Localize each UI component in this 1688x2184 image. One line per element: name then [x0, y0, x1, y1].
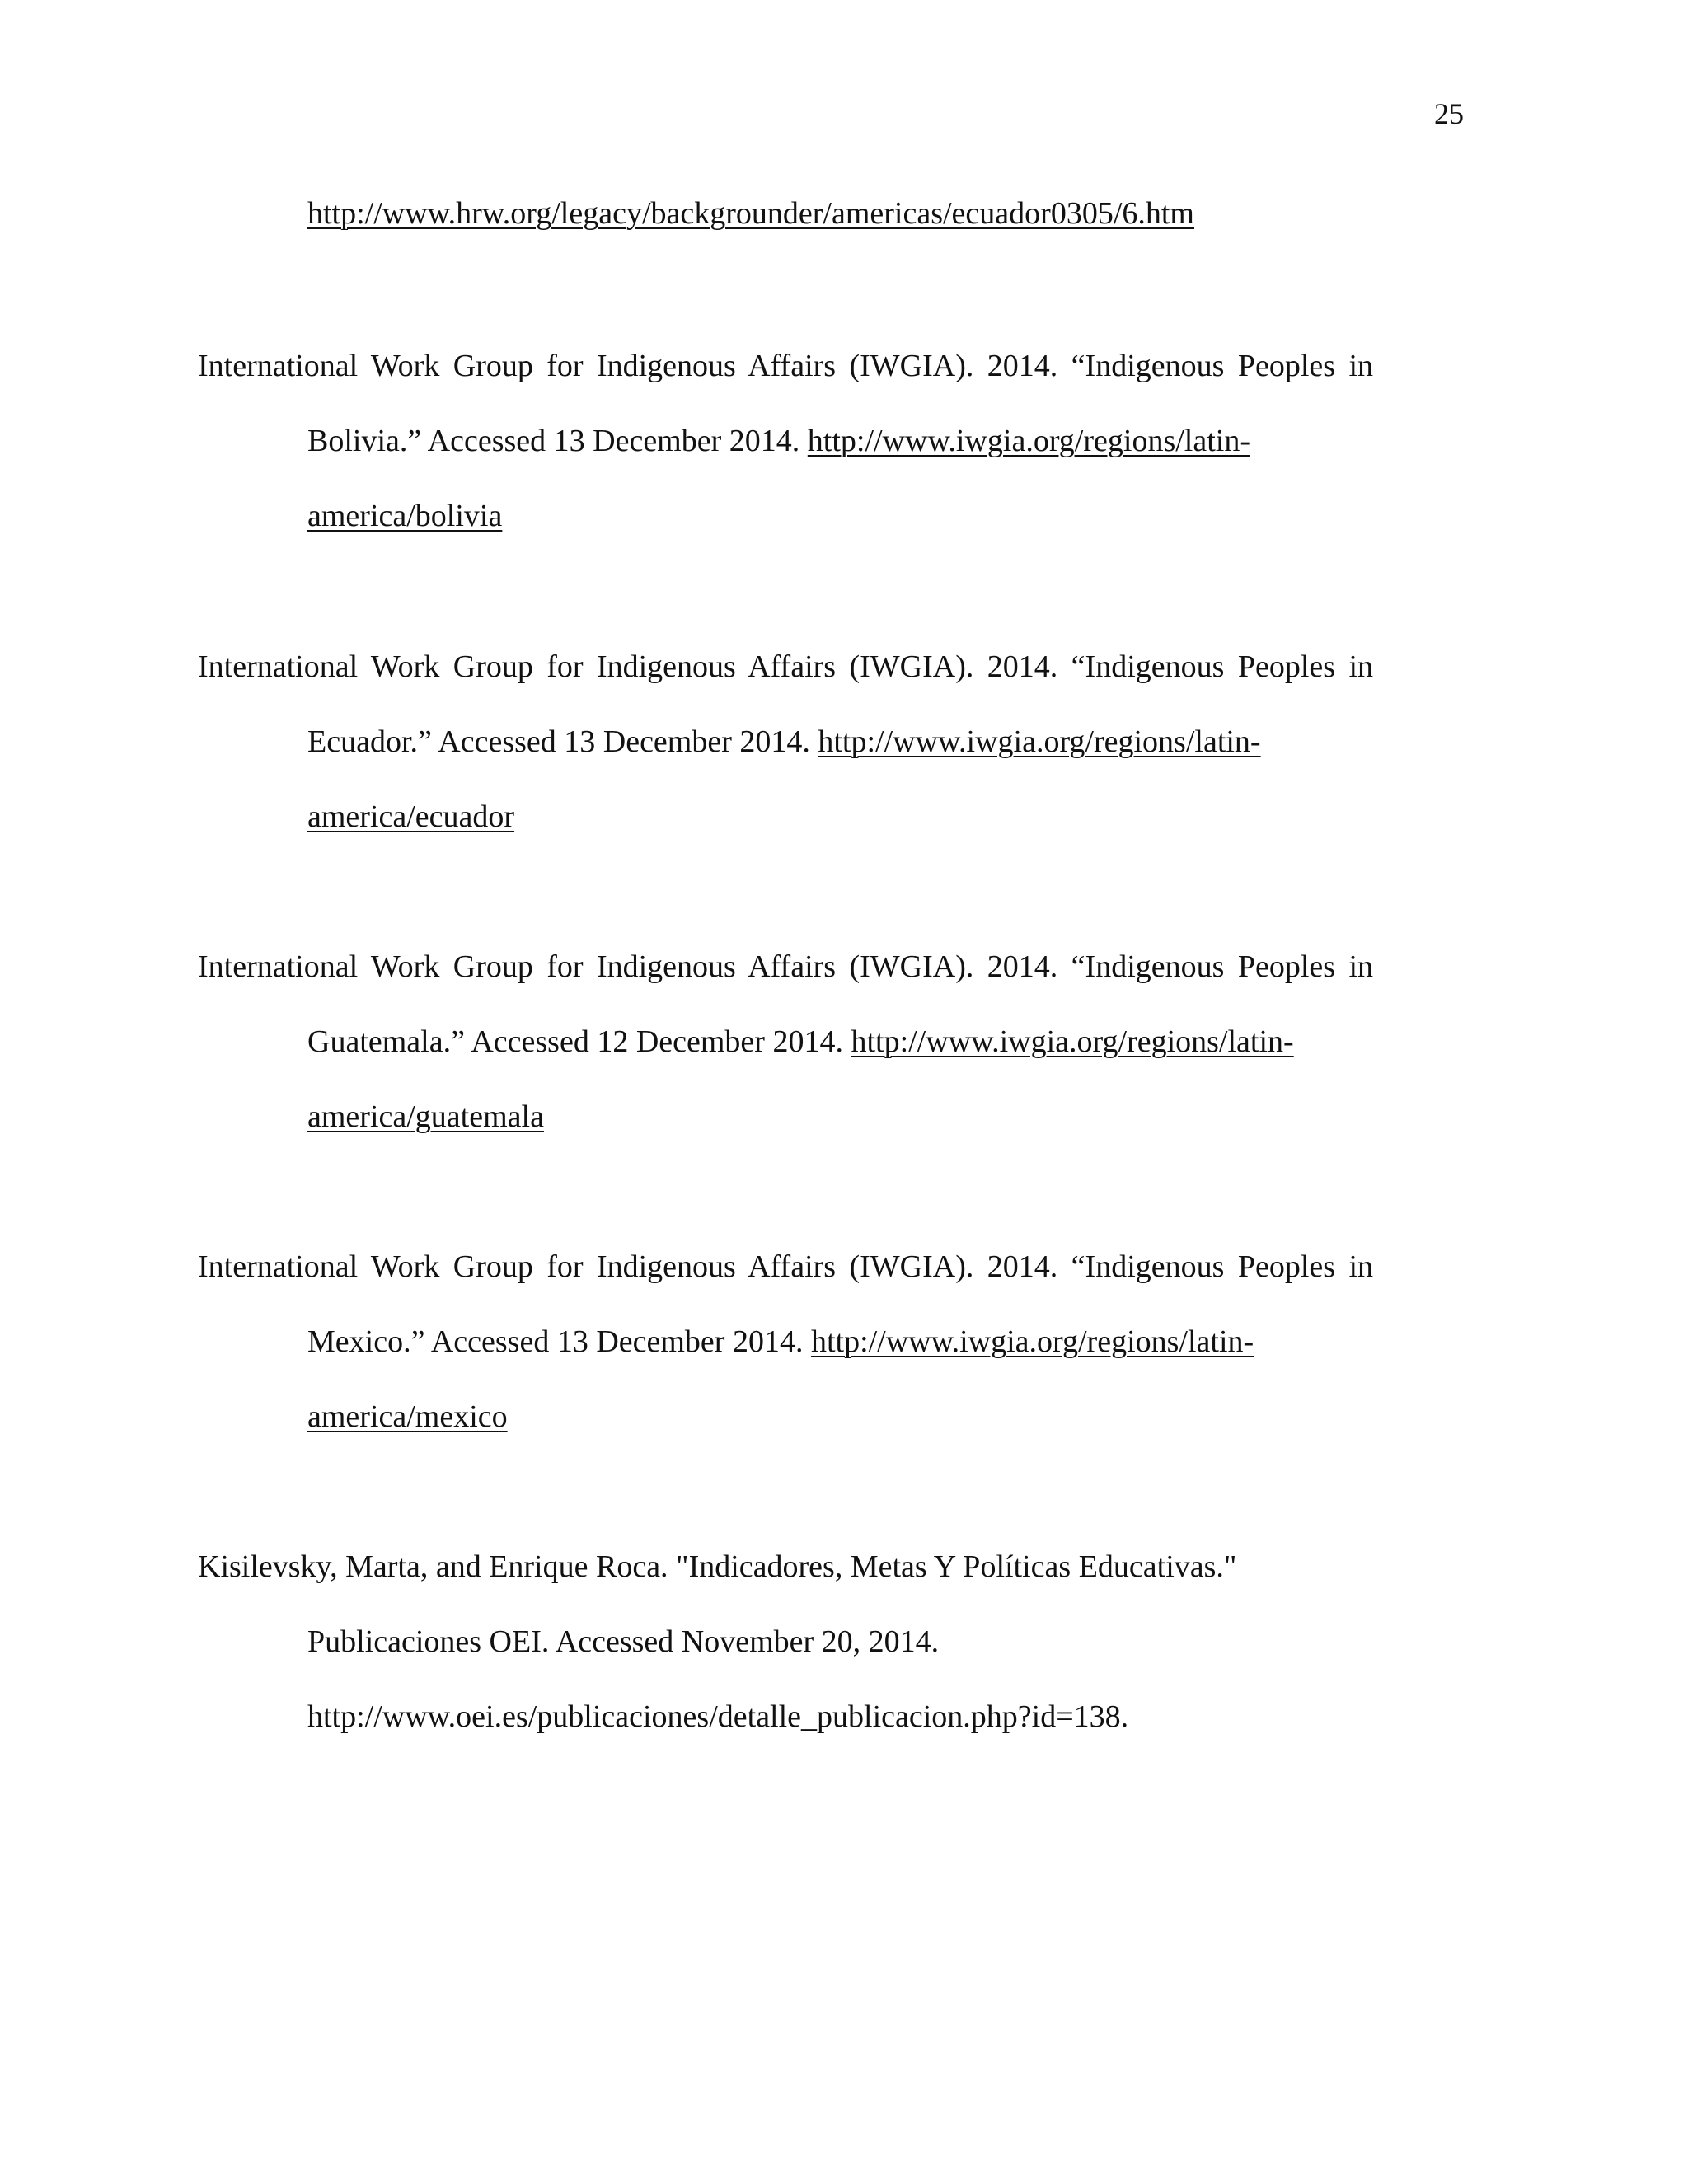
mexico-url-link-part1[interactable]: http://www.iwgia.org/regions/latin- [810, 1324, 1254, 1359]
reference-ecuador-text: Ecuador.” Accessed 13 December 2014. [307, 724, 810, 759]
reference-ecuador-line3 [307, 798, 514, 836]
ecuador-url-link-part1[interactable]: http://www.iwgia.org/regions/latin- [818, 724, 1261, 759]
reference-ecuador-line2 [307, 723, 1261, 761]
reference-bolivia-text: Bolivia.” Accessed 13 December 2014. [307, 424, 800, 458]
guatemala-url-link-part1[interactable]: http://www.iwgia.org/regions/latin- [851, 1024, 1294, 1059]
reference-mexico-line2 [307, 1323, 1254, 1361]
page-number: 25 [1434, 97, 1464, 130]
hrw-url-link[interactable]: http://www.hrw.org/legacy/backgrounder/americas/ecuador0305/6.htm [307, 196, 1194, 231]
reference-guatemala-line1: International Work Group for Indigenous Affairs (IWGIA). 2014. “Indigenous Peoples in [198, 949, 1373, 984]
reference-mexico-text: Mexico.” Accessed 13 December 2014. [307, 1324, 804, 1359]
reference-bolivia-line1: International Work Group for Indigenous Affairs (IWGIA). 2014. “Indigenous Peoples in [198, 349, 1373, 383]
reference-kisilevsky-line1: Kisilevsky, Marta, and Enrique Roca. "Indicadores, Metas Y Políticas Educativas." [198, 1549, 1237, 1584]
reference-ecuador-line1: International Work Group for Indigenous Affairs (IWGIA). 2014. “Indigenous Peoples in [198, 649, 1373, 684]
bolivia-url-link-part1[interactable]: http://www.iwgia.org/regions/latin- [807, 424, 1250, 458]
reference-guatemala-text: Guatemala.” Accessed 12 December 2014. [307, 1024, 843, 1059]
reference-mexico-line3 [307, 1398, 508, 1436]
reference-guatemala-line3 [307, 1098, 544, 1136]
reference-kisilevsky-line3: http://www.oei.es/publicaciones/detalle_publicacion.php?id=138. [307, 1699, 1129, 1734]
guatemala-url-link-part2[interactable]: america/guatemala [307, 1099, 544, 1134]
reference-bolivia-line2 [307, 422, 1250, 460]
reference-mexico-line1: International Work Group for Indigenous Affairs (IWGIA). 2014. “Indigenous Peoples in [198, 1249, 1373, 1284]
reference-bolivia-line3 [307, 497, 502, 535]
bolivia-url-link-part2[interactable]: america/bolivia [307, 499, 503, 533]
ecuador-url-link-part2[interactable]: america/ecuador [307, 799, 515, 834]
mexico-url-link-part2[interactable]: america/mexico [307, 1399, 508, 1434]
reference-kisilevsky-line2: Publicaciones OEI. Accessed November 20, 2014. [307, 1624, 940, 1659]
reference-continuation [307, 194, 1194, 232]
reference-guatemala-line2 [307, 1023, 1294, 1061]
